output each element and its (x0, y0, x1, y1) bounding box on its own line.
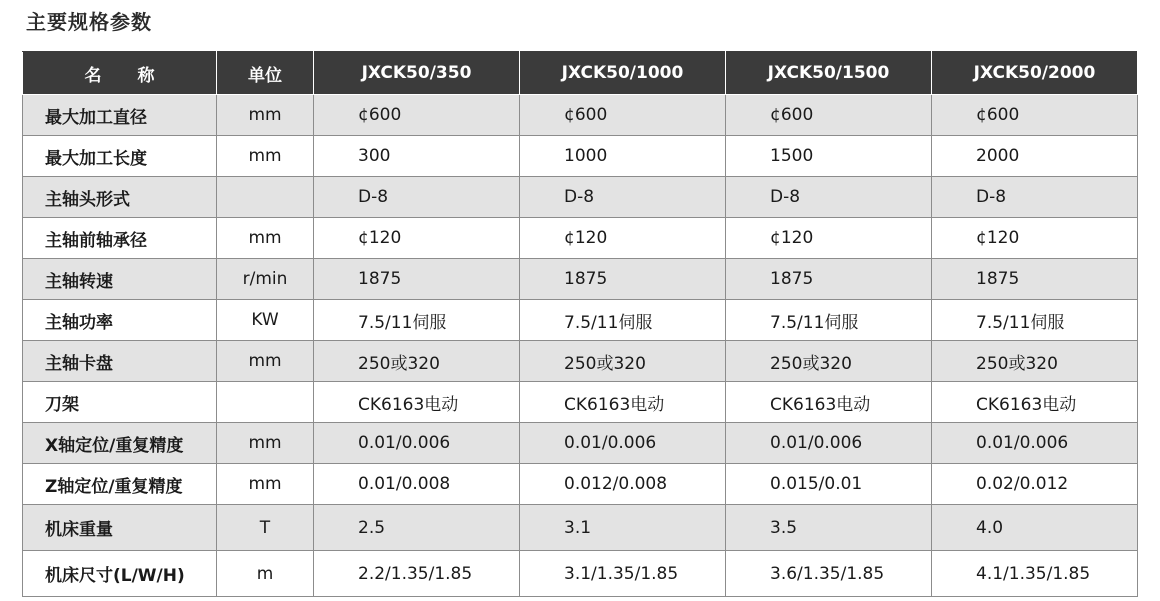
row-name-cell: Z轴定位/重复精度 (23, 464, 217, 505)
row-value-cell: D-8 (932, 177, 1138, 218)
row-value-cell: ¢120 (726, 218, 932, 259)
row-value-cell: 4.1/1.35/1.85 (932, 551, 1138, 597)
row-unit-cell: mm (217, 218, 314, 259)
row-value-cell: 250或320 (932, 341, 1138, 382)
row-value-cell: 0.01/0.006 (520, 423, 726, 464)
row-value-cell: 3.6/1.35/1.85 (726, 551, 932, 597)
row-value-cell: 2.5 (314, 505, 520, 551)
row-value-cell: CK6163电动 (932, 382, 1138, 423)
row-value-cell: 250或320 (726, 341, 932, 382)
row-value-cell: D-8 (520, 177, 726, 218)
row-value-cell: ¢120 (932, 218, 1138, 259)
spec-table (22, 51, 1138, 597)
row-value-cell: ¢120 (314, 218, 520, 259)
row-value-cell: D-8 (314, 177, 520, 218)
header-name (23, 52, 217, 95)
row-unit-cell (217, 177, 314, 218)
row-unit-cell: mm (217, 136, 314, 177)
row-value-cell: 7.5/11伺服 (726, 300, 932, 341)
row-unit-cell: KW (217, 300, 314, 341)
table-row (23, 423, 1138, 464)
row-value-cell: 7.5/11伺服 (932, 300, 1138, 341)
row-name-cell: 主轴前轴承径 (23, 218, 217, 259)
row-value-cell: 0.01/0.006 (726, 423, 932, 464)
row-unit-cell: r/min (217, 259, 314, 300)
table-row (23, 464, 1138, 505)
row-value-cell: 1875 (932, 259, 1138, 300)
row-value-cell: 4.0 (932, 505, 1138, 551)
row-value-cell: CK6163电动 (314, 382, 520, 423)
header-model: JXCK50/1000 (520, 52, 726, 95)
row-value-cell: ¢600 (726, 95, 932, 136)
row-value-cell: 0.01/0.008 (314, 464, 520, 505)
row-value-cell: 1000 (520, 136, 726, 177)
header-model: JXCK50/1500 (726, 52, 932, 95)
table-row (23, 95, 1138, 136)
table-row (23, 177, 1138, 218)
row-value-cell: 0.01/0.006 (932, 423, 1138, 464)
row-name-cell: 刀架 (23, 382, 217, 423)
row-value-cell: 3.5 (726, 505, 932, 551)
row-value-cell: 3.1/1.35/1.85 (520, 551, 726, 597)
row-value-cell: ¢120 (520, 218, 726, 259)
row-unit-cell: mm (217, 95, 314, 136)
row-name-cell: 主轴头形式 (23, 177, 217, 218)
row-value-cell: ¢600 (932, 95, 1138, 136)
row-name-cell: 机床尺寸(L/W/H) (23, 551, 217, 597)
row-value-cell: ¢600 (314, 95, 520, 136)
table-row (23, 259, 1138, 300)
row-value-cell: 1875 (314, 259, 520, 300)
row-name-cell: 主轴功率 (23, 300, 217, 341)
table-row (23, 551, 1138, 597)
header-model: JXCK50/2000 (932, 52, 1138, 95)
row-value-cell: 1500 (726, 136, 932, 177)
row-value-cell: D-8 (726, 177, 932, 218)
row-value-cell: 250或320 (314, 341, 520, 382)
table-row (23, 218, 1138, 259)
row-value-cell: 0.01/0.006 (314, 423, 520, 464)
row-unit-cell (217, 382, 314, 423)
row-unit-cell: mm (217, 464, 314, 505)
row-unit-cell: mm (217, 341, 314, 382)
table-row (23, 341, 1138, 382)
row-value-cell: 0.02/0.012 (932, 464, 1138, 505)
table-row (23, 382, 1138, 423)
row-value-cell: 2.2/1.35/1.85 (314, 551, 520, 597)
header-name-part1: 名 (84, 65, 102, 86)
row-name-cell: 最大加工长度 (23, 136, 217, 177)
table-row (23, 505, 1138, 551)
row-value-cell: 250或320 (520, 341, 726, 382)
row-value-cell: CK6163电动 (726, 382, 932, 423)
row-value-cell: CK6163电动 (520, 382, 726, 423)
header-model: JXCK50/350 (314, 52, 520, 95)
row-value-cell: 0.012/0.008 (520, 464, 726, 505)
row-value-cell: 0.015/0.01 (726, 464, 932, 505)
header-unit: 单位 (217, 52, 314, 95)
table-row (23, 136, 1138, 177)
header-name-part2: 称 (137, 65, 155, 86)
row-value-cell: 7.5/11伺服 (520, 300, 726, 341)
row-name-cell: 主轴卡盘 (23, 341, 217, 382)
row-unit-cell: mm (217, 423, 314, 464)
row-value-cell: 3.1 (520, 505, 726, 551)
row-value-cell: 2000 (932, 136, 1138, 177)
row-name-cell: 机床重量 (23, 505, 217, 551)
row-unit-cell: T (217, 505, 314, 551)
row-unit-cell: m (217, 551, 314, 597)
row-value-cell: 7.5/11伺服 (314, 300, 520, 341)
row-name-cell: X轴定位/重复精度 (23, 423, 217, 464)
row-value-cell: 300 (314, 136, 520, 177)
table-header-row (23, 52, 1138, 95)
page-title: 主要规格参数 (26, 10, 152, 34)
row-value-cell: 1875 (520, 259, 726, 300)
table-row (23, 300, 1138, 341)
table-body (23, 95, 1138, 597)
row-value-cell: 1875 (726, 259, 932, 300)
row-name-cell: 最大加工直径 (23, 95, 217, 136)
row-name-cell: 主轴转速 (23, 259, 217, 300)
row-value-cell: ¢600 (520, 95, 726, 136)
